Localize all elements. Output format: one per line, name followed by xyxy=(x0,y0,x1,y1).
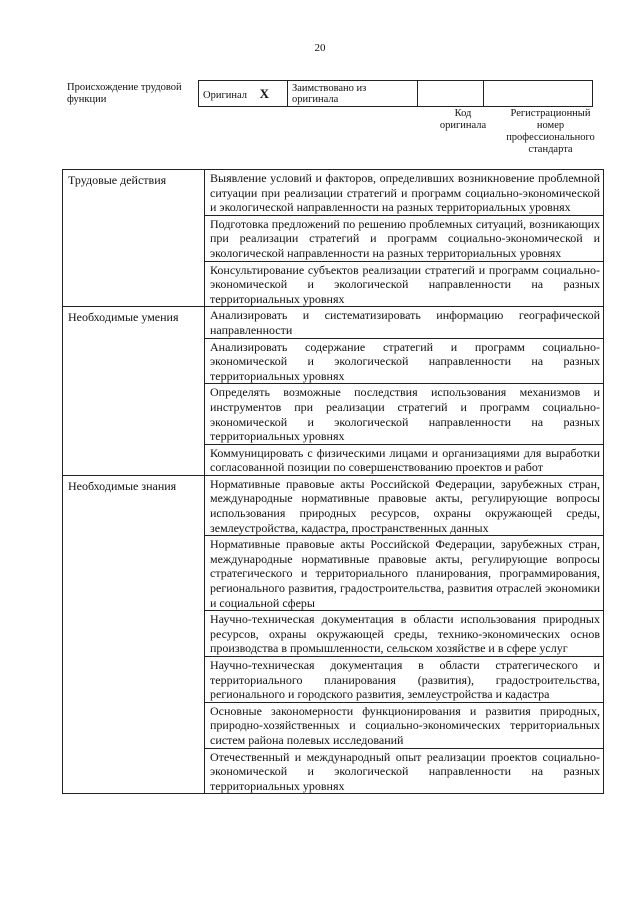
origin-table xyxy=(198,80,593,107)
list-item: Выявление условий и факторов, определивших возникновение проблемной ситуации при реализации стратегий и программ социально-экономической и экологической направленности на разных территориальных уровнях xyxy=(205,170,604,216)
list-item: Подготовка предложений по решению проблемных ситуаций, возникающих при реализации стратегий и программ социально-экономической и экологической направленности на разных территориальных уровнях xyxy=(205,215,604,261)
list-item: Отечественный и международный опыт реализации проектов социально-экономической и экологической направленности на разных территориальных уровнях xyxy=(205,748,604,794)
table-row xyxy=(63,307,604,338)
list-item: Нормативные правовые акты Российской Федерации, зарубежных стран, международные нормативные правовые акты, регулирующие вопросы стратегического и территориального планирования, программирования, регионального развития, градостроительства, развития отраслей экономики и социальной сферы xyxy=(205,536,604,611)
list-item: Научно-техническая документация в области стратегического и территориального планирования (развития), градостроительства, регионального и городского развития, землеустройства и кадастра xyxy=(205,657,604,703)
list-item: Определять возможные последствия использования механизмов и инструментов при реализации стратегий и программ социально-экономической и экологической направленности на разных территориальных уровнях xyxy=(205,384,604,444)
borrowed-label: Заимствовано из оригинала xyxy=(292,82,367,105)
list-item: Коммуницировать с физическими лицами и организациями для выработки согласованной позиции по совершенствованию проектов и работ xyxy=(205,444,604,475)
table-row xyxy=(63,475,604,535)
original-mark: X xyxy=(259,85,270,101)
original-cell xyxy=(199,81,288,107)
reg-number-label: Регистрационный номер профессионального стандарта xyxy=(506,108,595,155)
list-item: Анализировать и систематизировать информацию географической направленности xyxy=(205,307,604,338)
list-item: Нормативные правовые акты Российской Федерации, зарубежных стран, международные нормативные правовые акты, регулирующие вопросы использования природных ресурсов, охраны окружающей среды, землеустройства, кадастра, пространственных данных xyxy=(205,475,604,535)
original-code-label: Код оригинала xyxy=(439,108,487,131)
list-item: Научно-техническая документация в области использования природных ресурсов, охраны окружающей среды, технико-экономических основ производства в промышленности, сельском хозяйстве и в сфере услуг xyxy=(205,611,604,657)
original-label: Оригинал xyxy=(203,89,247,101)
page-number: 20 xyxy=(314,42,326,54)
origin-label: Происхождение трудовой функции xyxy=(67,82,182,105)
list-item: Основные закономерности функционирования и развития природных, природно-хозяйственных и социально-экономических территориальных систем района полевых исследований xyxy=(205,702,604,748)
table-row xyxy=(63,170,604,216)
labor-function-table xyxy=(62,169,604,794)
list-item: Консультирование субъектов реализации стратегий и программ социально-экономической и экологической направленности на разных территориальных уровнях xyxy=(205,261,604,307)
original-code-cell xyxy=(418,81,484,107)
required-knowledge-heading: Необходимые знания xyxy=(63,475,205,793)
borrowed-cell xyxy=(288,81,418,107)
labor-actions-heading: Трудовые действия xyxy=(63,170,205,307)
required-skills-heading: Необходимые умения xyxy=(63,307,205,476)
list-item: Анализировать содержание стратегий и программ социально-экономической и экологической направленности на разных территориальных уровнях xyxy=(205,338,604,384)
reg-number-cell xyxy=(484,81,593,107)
